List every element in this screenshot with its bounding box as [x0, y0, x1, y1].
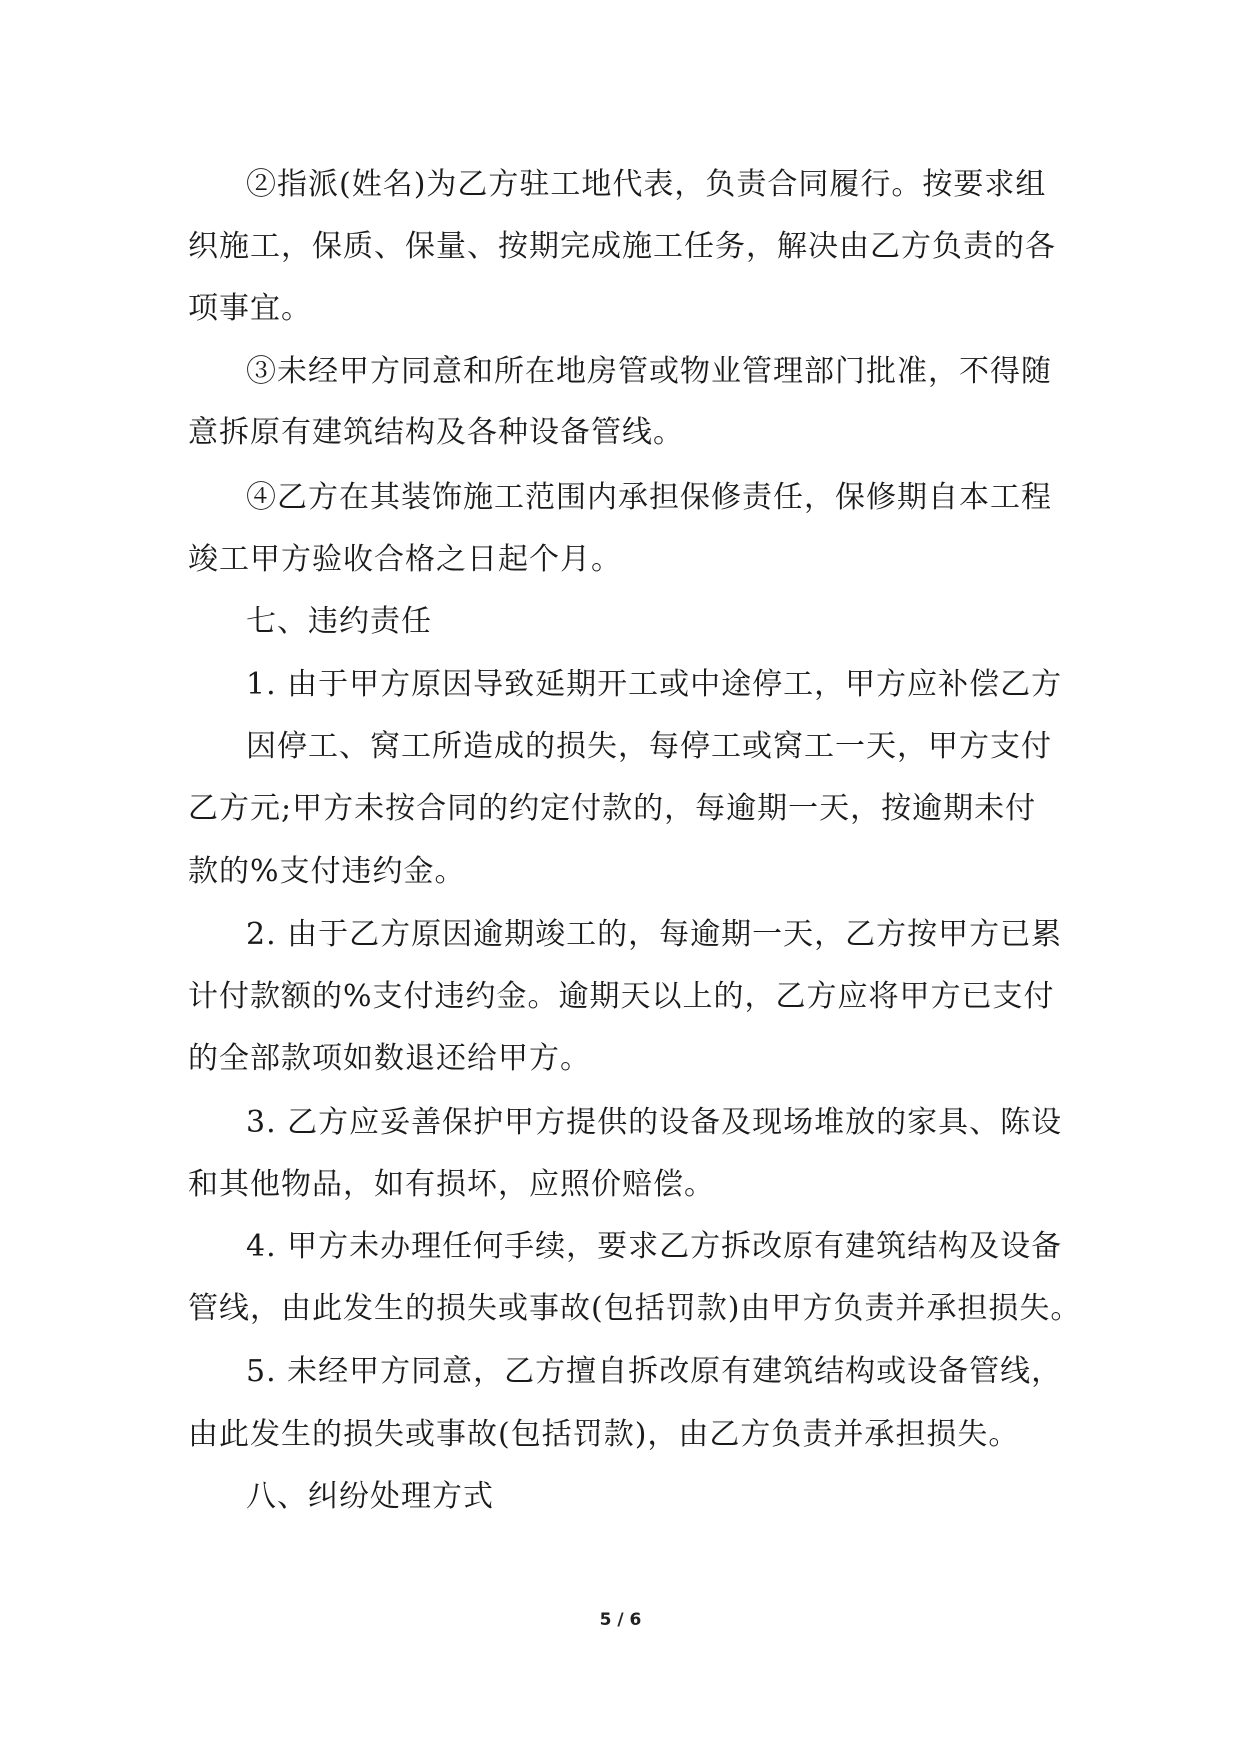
text-line: 乙方元;甲方未按合同的约定付款的，每逾期一天，按逾期未付	[188, 791, 1037, 826]
text-line: 2. 由于乙方原因逾期竣工的，每逾期一天，乙方按甲方已累	[246, 917, 1063, 952]
section-heading: 八、纠纷处理方式	[246, 1479, 494, 1514]
text-line: 项事宜。	[188, 291, 312, 326]
text-line: 意拆原有建筑结构及各种设备管线。	[188, 415, 684, 450]
text-line: 5. 未经甲方同意，乙方擅自拆改原有建筑结构或设备管线，	[246, 1354, 1063, 1389]
text-line: 管线，由此发生的损失或事故(包括罚款)由甲方负责并承担损失。	[188, 1291, 1082, 1326]
text-line: 4. 甲方未办理任何手续，要求乙方拆改原有建筑结构及设备	[246, 1229, 1063, 1264]
text-line: ④乙方在其装饰施工范围内承担保修责任，保修期自本工程	[246, 480, 1052, 515]
text-line: ③未经甲方同意和所在地房管或物业管理部门批准，不得随	[246, 354, 1052, 389]
text-line: 和其他物品，如有损坏，应照价赔偿。	[188, 1167, 715, 1202]
text-line: 1. 由于甲方原因导致延期开工或中途停工，甲方应补偿乙方	[246, 667, 1063, 702]
text-line: 竣工甲方验收合格之日起个月。	[188, 542, 622, 577]
text-line: 织施工，保质、保量、按期完成施工任务，解决由乙方负责的各	[188, 229, 1056, 264]
text-line: 款的%支付违约金。	[188, 854, 466, 889]
page-number: 5 / 6	[599, 1610, 642, 1630]
text-line: 3. 乙方应妥善保护甲方提供的设备及现场堆放的家具、陈设	[246, 1105, 1063, 1140]
text-line: ②指派(姓名)为乙方驻工地代表，负责合同履行。按要求组	[246, 167, 1047, 202]
text-line: 计付款额的%支付违约金。逾期天以上的，乙方应将甲方已支付	[188, 979, 1055, 1014]
text-line: 由此发生的损失或事故(包括罚款)，由乙方负责并承担损失。	[188, 1417, 1020, 1452]
section-heading: 七、违约责任	[246, 604, 432, 639]
text-line: 的全部款项如数退还给甲方。	[188, 1041, 591, 1076]
text-line: 因停工、窝工所造成的损失，每停工或窝工一天，甲方支付	[246, 729, 1052, 764]
